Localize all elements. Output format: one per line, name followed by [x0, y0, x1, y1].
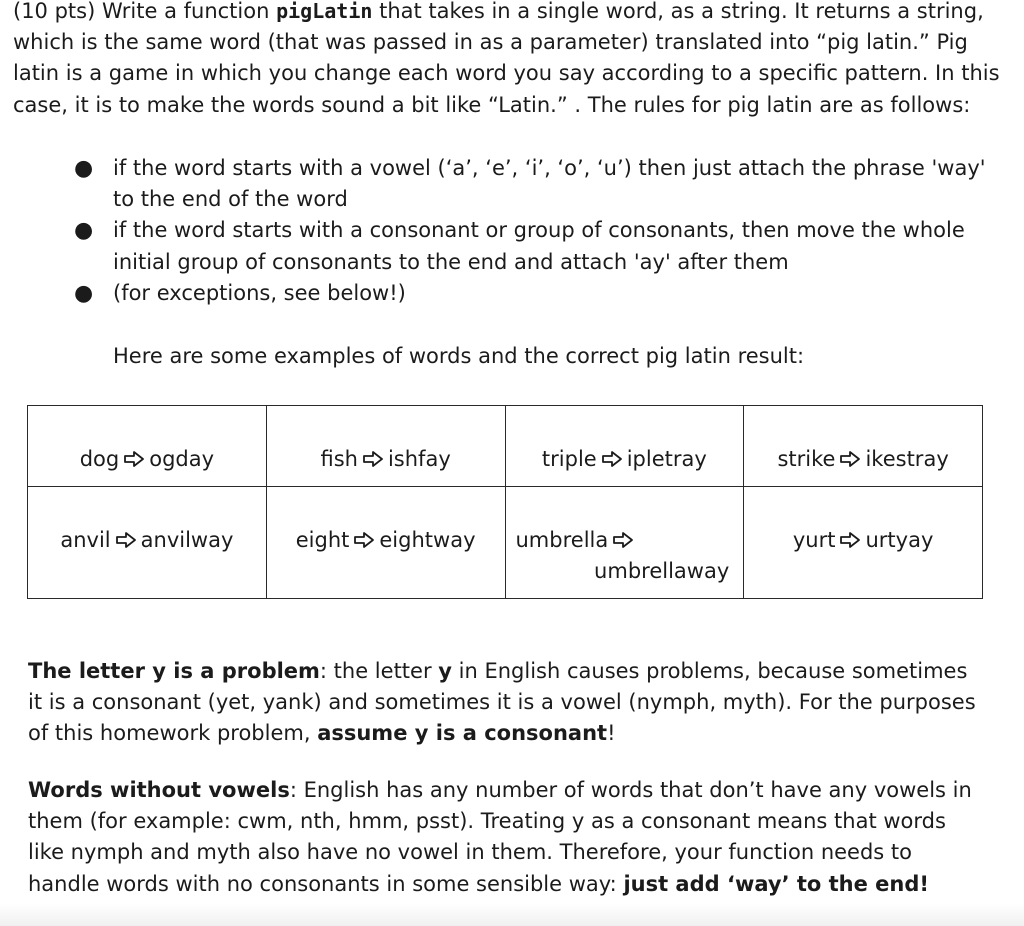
bullet-icon: ● — [74, 156, 94, 181]
no-vowels-title: Words without vowels — [28, 778, 290, 802]
example-result: umbrellaway — [594, 559, 730, 583]
example-cell — [744, 406, 983, 487]
paragraph-text: : English has any number of words that don’t have any vowels in them (for example: cwm, nth, hmm, psst). Treating y as a consonant means that words like nymph and myth also have no vowel in them. Therefore, your function needs to handle words with no consonants in some sensible way: — [28, 778, 972, 896]
y-problem-paragraph — [28, 656, 988, 750]
paragraph-text: : the letter — [319, 659, 439, 683]
example-word: eight — [295, 528, 350, 552]
intro-text: that takes in a single word, as a string. It returns a string, which is the same word (that was passed in as a parameter) translated into “pig latin.” Pig latin is a game in which you change each word you say according to a specific pattern. In this case, it is to make the words sound a bit like “Latin.” . The rules for pig latin are as follows: — [13, 0, 1000, 117]
right-arrow-icon — [123, 450, 145, 468]
y-problem-title: The letter y is a problem — [28, 659, 320, 683]
example-word: umbrella — [515, 528, 609, 552]
bullet-icon: ● — [74, 280, 94, 306]
paragraph-text: ! — [607, 721, 616, 746]
table-row — [28, 487, 983, 599]
example-word: fish — [320, 447, 358, 471]
function-name: pigLatin — [276, 0, 373, 23]
bullet-icon: ● — [74, 218, 94, 244]
no-vowels-paragraph — [28, 775, 988, 900]
page-bottom-shadow — [0, 904, 1024, 926]
example-word: dog — [79, 447, 120, 471]
right-arrow-icon — [115, 531, 137, 549]
right-arrow-icon — [839, 450, 861, 468]
problem-intro — [13, 0, 1013, 121]
example-word: strike — [777, 447, 836, 471]
example-word: yurt — [792, 528, 836, 552]
examples-heading: Here are some examples of words and the correct pig latin result: — [113, 344, 805, 368]
example-cell — [28, 487, 267, 599]
rule-text: (for exceptions, see below!) — [113, 280, 406, 305]
right-arrow-icon — [839, 531, 861, 549]
no-vowels-emphasis: just add ‘way’ to the end! — [623, 871, 929, 896]
example-result: anvilway — [140, 528, 234, 552]
right-arrow-icon — [362, 450, 384, 468]
points-label: (10 pts) Write a function — [13, 0, 277, 23]
example-cell — [744, 487, 983, 599]
example-result: ikestray — [865, 447, 949, 471]
rule-item — [0, 215, 1000, 277]
y-consonant-emphasis: assume y is a consonant — [317, 721, 608, 746]
example-cell — [505, 487, 744, 599]
rule-text: if the word starts with a consonant or group of consonants, then move the whole initial group of consonants to the end and attach 'ay' after them — [113, 218, 965, 274]
example-cell — [505, 406, 744, 487]
table-row — [28, 406, 983, 487]
rules-list — [0, 153, 1000, 309]
letter-y: y — [438, 659, 452, 683]
example-cell — [266, 406, 505, 487]
right-arrow-icon — [612, 531, 634, 549]
example-word: anvil — [60, 528, 111, 552]
example-result: ogday — [149, 447, 215, 471]
right-arrow-icon — [353, 531, 375, 549]
paragraph-text: in English causes problems, because sometimes it is a consonant (yet, yank) and sometimes it is a vowel (nymph, myth). For the purposes of this homework problem, — [28, 659, 976, 746]
examples-table — [27, 405, 983, 599]
example-word: triple — [541, 447, 597, 471]
example-result: urtyay — [865, 528, 934, 552]
example-cell — [28, 406, 267, 487]
example-result: eightway — [379, 528, 476, 552]
example-result: ipletray — [626, 447, 707, 471]
example-result: ishfay — [387, 447, 451, 471]
rule-item — [0, 153, 1000, 215]
example-cell — [266, 487, 505, 599]
right-arrow-icon — [601, 450, 623, 468]
rule-text: if the word starts with a vowel (‘a’, ‘e’, ‘i’, ‘o’, ‘u’) then just attach the phrase 'way' to the end of the word — [113, 156, 986, 212]
rule-item — [0, 278, 1000, 309]
